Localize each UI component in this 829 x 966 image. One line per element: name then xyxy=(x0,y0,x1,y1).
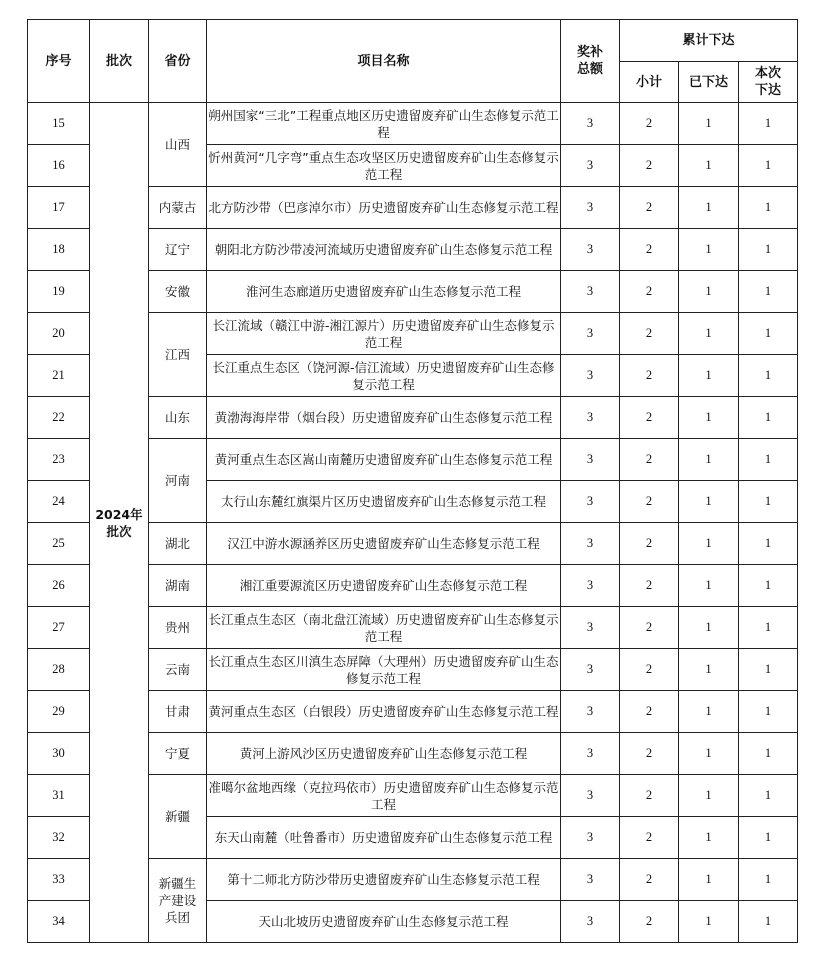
subtotal-cell: 2 xyxy=(620,229,679,271)
total-cell: 3 xyxy=(561,397,620,439)
issued-cell: 1 xyxy=(679,145,739,187)
total-cell: 3 xyxy=(561,649,620,691)
project-name-cell: 准噶尔盆地西缘（克拉玛依市）历史遗留废弃矿山生态修复示范工程 xyxy=(207,775,561,817)
province-cell: 河南 xyxy=(149,439,207,523)
subtotal-cell: 2 xyxy=(620,523,679,565)
subtotal-cell: 2 xyxy=(620,439,679,481)
current-cell: 1 xyxy=(739,313,798,355)
project-name-cell: 长江重点生态区川滇生态屏障（大理州）历史遗留废弃矿山生态修复示范工程 xyxy=(207,649,561,691)
seq-cell: 19 xyxy=(28,271,90,313)
seq-cell: 24 xyxy=(28,481,90,523)
project-name-cell: 东天山南麓（吐鲁番市）历史遗留废弃矿山生态修复示范工程 xyxy=(207,817,561,859)
header-project: 项目名称 xyxy=(207,20,561,103)
current-cell: 1 xyxy=(739,187,798,229)
subtotal-cell: 2 xyxy=(620,859,679,901)
subtotal-cell: 2 xyxy=(620,565,679,607)
issued-cell: 1 xyxy=(679,271,739,313)
current-cell: 1 xyxy=(739,817,798,859)
seq-cell: 30 xyxy=(28,733,90,775)
project-name-cell: 第十二师北方防沙带历史遗留废弃矿山生态修复示范工程 xyxy=(207,859,561,901)
subtotal-cell: 2 xyxy=(620,313,679,355)
total-cell: 3 xyxy=(561,733,620,775)
issued-cell: 1 xyxy=(679,397,739,439)
seq-cell: 29 xyxy=(28,691,90,733)
issued-cell: 1 xyxy=(679,187,739,229)
issued-cell: 1 xyxy=(679,355,739,397)
header-seq: 序号 xyxy=(28,20,90,103)
current-cell: 1 xyxy=(739,859,798,901)
subtotal-cell: 2 xyxy=(620,775,679,817)
issued-cell: 1 xyxy=(679,901,739,943)
total-cell: 3 xyxy=(561,691,620,733)
seq-cell: 33 xyxy=(28,859,90,901)
subtotal-cell: 2 xyxy=(620,691,679,733)
subtotal-cell: 2 xyxy=(620,481,679,523)
province-cell: 安徽 xyxy=(149,271,207,313)
province-cell: 湖北 xyxy=(149,523,207,565)
subtotal-cell: 2 xyxy=(620,817,679,859)
header-issued: 已下达 xyxy=(679,62,739,103)
province-cell: 甘肃 xyxy=(149,691,207,733)
seq-cell: 25 xyxy=(28,523,90,565)
project-name-cell: 黄河重点生态区（白银段）历史遗留废弃矿山生态修复示范工程 xyxy=(207,691,561,733)
total-cell: 3 xyxy=(561,859,620,901)
seq-cell: 22 xyxy=(28,397,90,439)
current-cell: 1 xyxy=(739,775,798,817)
province-cell: 新疆生 产建设 兵团 xyxy=(149,859,207,943)
total-cell: 3 xyxy=(561,817,620,859)
table-header xyxy=(28,20,798,103)
header-province: 省份 xyxy=(149,20,207,103)
issued-cell: 1 xyxy=(679,523,739,565)
issued-cell: 1 xyxy=(679,103,739,145)
current-cell: 1 xyxy=(739,229,798,271)
current-cell: 1 xyxy=(739,565,798,607)
seq-cell: 34 xyxy=(28,901,90,943)
seq-cell: 26 xyxy=(28,565,90,607)
current-cell: 1 xyxy=(739,481,798,523)
subtotal-cell: 2 xyxy=(620,271,679,313)
header-total: 奖补 总额 xyxy=(561,20,620,103)
seq-cell: 28 xyxy=(28,649,90,691)
project-name-cell: 长江重点生态区（饶河源-信江流域）历史遗留废弃矿山生态修复示范工程 xyxy=(207,355,561,397)
current-cell: 1 xyxy=(739,103,798,145)
total-cell: 3 xyxy=(561,523,620,565)
seq-cell: 31 xyxy=(28,775,90,817)
project-name-cell: 忻州黄河“几字弯”重点生态攻坚区历史遗留废弃矿山生态修复示范工程 xyxy=(207,145,561,187)
project-name-cell: 黄渤海海岸带（烟台段）历史遗留废弃矿山生态修复示范工程 xyxy=(207,397,561,439)
header-current: 本次 下达 xyxy=(739,62,798,103)
project-name-cell: 北方防沙带（巴彦淖尔市）历史遗留废弃矿山生态修复示范工程 xyxy=(207,187,561,229)
total-cell: 3 xyxy=(561,145,620,187)
total-cell: 3 xyxy=(561,229,620,271)
current-cell: 1 xyxy=(739,397,798,439)
seq-cell: 18 xyxy=(28,229,90,271)
current-cell: 1 xyxy=(739,733,798,775)
current-cell: 1 xyxy=(739,355,798,397)
total-cell: 3 xyxy=(561,313,620,355)
table-body xyxy=(28,103,798,943)
seq-cell: 32 xyxy=(28,817,90,859)
province-cell: 内蒙古 xyxy=(149,187,207,229)
issued-cell: 1 xyxy=(679,313,739,355)
seq-cell: 17 xyxy=(28,187,90,229)
table-row xyxy=(28,103,798,145)
seq-cell: 20 xyxy=(28,313,90,355)
total-cell: 3 xyxy=(561,187,620,229)
issued-cell: 1 xyxy=(679,439,739,481)
issued-cell: 1 xyxy=(679,691,739,733)
subtotal-cell: 2 xyxy=(620,355,679,397)
current-cell: 1 xyxy=(739,691,798,733)
total-cell: 3 xyxy=(561,901,620,943)
issued-cell: 1 xyxy=(679,481,739,523)
total-cell: 3 xyxy=(561,775,620,817)
seq-cell: 21 xyxy=(28,355,90,397)
subtotal-cell: 2 xyxy=(620,187,679,229)
current-cell: 1 xyxy=(739,901,798,943)
current-cell: 1 xyxy=(739,523,798,565)
province-cell: 宁夏 xyxy=(149,733,207,775)
project-name-cell: 天山北坡历史遗留废弃矿山生态修复示范工程 xyxy=(207,901,561,943)
issued-cell: 1 xyxy=(679,607,739,649)
current-cell: 1 xyxy=(739,439,798,481)
issued-cell: 1 xyxy=(679,229,739,271)
subtotal-cell: 2 xyxy=(620,607,679,649)
subtotal-cell: 2 xyxy=(620,901,679,943)
project-name-cell: 太行山东麓红旗渠片区历史遗留废弃矿山生态修复示范工程 xyxy=(207,481,561,523)
project-name-cell: 朝阳北方防沙带凌河流域历史遗留废弃矿山生态修复示范工程 xyxy=(207,229,561,271)
province-cell: 贵州 xyxy=(149,607,207,649)
current-cell: 1 xyxy=(739,271,798,313)
issued-cell: 1 xyxy=(679,817,739,859)
total-cell: 3 xyxy=(561,103,620,145)
project-name-cell: 长江重点生态区（南北盘江流域）历史遗留废弃矿山生态修复示范工程 xyxy=(207,607,561,649)
total-cell: 3 xyxy=(561,355,620,397)
project-name-cell: 黄河上游风沙区历史遗留废弃矿山生态修复示范工程 xyxy=(207,733,561,775)
project-name-cell: 汉江中游水源涵养区历史遗留废弃矿山生态修复示范工程 xyxy=(207,523,561,565)
subtotal-cell: 2 xyxy=(620,733,679,775)
province-cell: 江西 xyxy=(149,313,207,397)
total-cell: 3 xyxy=(561,271,620,313)
current-cell: 1 xyxy=(739,145,798,187)
subtotal-cell: 2 xyxy=(620,649,679,691)
subtotal-cell: 2 xyxy=(620,145,679,187)
batch-cell: 2024年 批次 xyxy=(90,103,149,943)
project-name-cell: 黄河重点生态区嵩山南麓历史遗留废弃矿山生态修复示范工程 xyxy=(207,439,561,481)
province-cell: 山东 xyxy=(149,397,207,439)
seq-cell: 27 xyxy=(28,607,90,649)
header-batch: 批次 xyxy=(90,20,149,103)
province-cell: 新疆 xyxy=(149,775,207,859)
header-subtotal: 小计 xyxy=(620,62,679,103)
seq-cell: 23 xyxy=(28,439,90,481)
subtotal-cell: 2 xyxy=(620,397,679,439)
project-name-cell: 长江流域（赣江中游-湘江源片）历史遗留废弃矿山生态修复示范工程 xyxy=(207,313,561,355)
project-table xyxy=(27,19,798,943)
project-name-cell: 淮河生态廊道历史遗留废弃矿山生态修复示范工程 xyxy=(207,271,561,313)
issued-cell: 1 xyxy=(679,649,739,691)
province-cell: 山西 xyxy=(149,103,207,187)
seq-cell: 16 xyxy=(28,145,90,187)
issued-cell: 1 xyxy=(679,775,739,817)
issued-cell: 1 xyxy=(679,733,739,775)
province-cell: 辽宁 xyxy=(149,229,207,271)
province-cell: 湖南 xyxy=(149,565,207,607)
total-cell: 3 xyxy=(561,565,620,607)
project-name-cell: 湘江重要源流区历史遗留废弃矿山生态修复示范工程 xyxy=(207,565,561,607)
current-cell: 1 xyxy=(739,607,798,649)
total-cell: 3 xyxy=(561,481,620,523)
total-cell: 3 xyxy=(561,607,620,649)
project-name-cell: 朔州国家“三北”工程重点地区历史遗留废弃矿山生态修复示范工程 xyxy=(207,103,561,145)
issued-cell: 1 xyxy=(679,565,739,607)
total-cell: 3 xyxy=(561,439,620,481)
seq-cell: 15 xyxy=(28,103,90,145)
subtotal-cell: 2 xyxy=(620,103,679,145)
province-cell: 云南 xyxy=(149,649,207,691)
current-cell: 1 xyxy=(739,649,798,691)
header-cumulative: 累计下达 xyxy=(620,20,798,62)
issued-cell: 1 xyxy=(679,859,739,901)
